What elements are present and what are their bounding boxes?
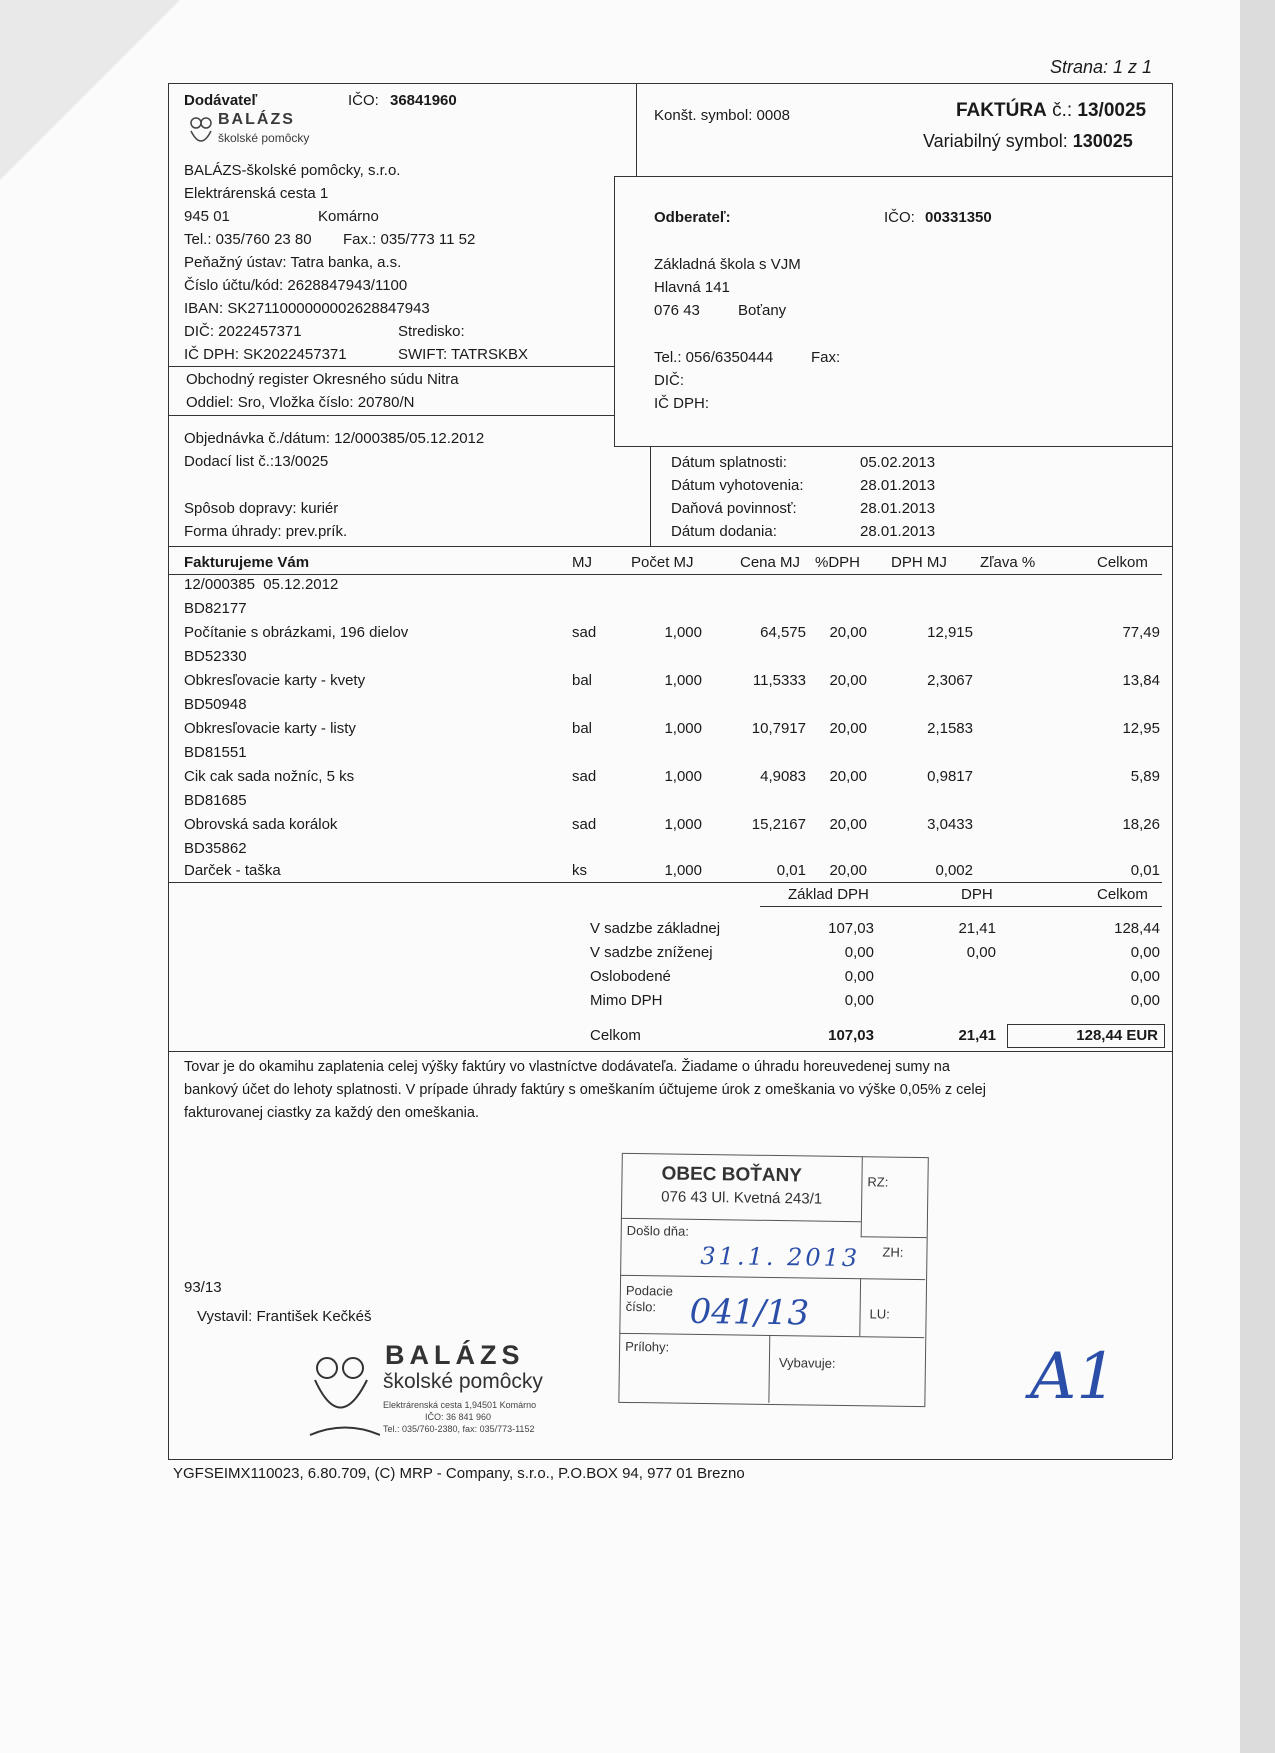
invoice-label	[956, 102, 1146, 120]
date-value: 28.01.2013	[860, 500, 936, 517]
item-total: 13,84	[1122, 672, 1160, 689]
summary-header-line	[760, 906, 1162, 907]
customer-phone: Tel.: 056/6350444	[654, 349, 774, 366]
customer-name: Základná škola s VJM	[654, 256, 801, 273]
date-label: Daňová povinnosť:	[671, 500, 797, 517]
supplier-ico: 36841960	[390, 92, 457, 109]
stamp-rz-cell	[861, 1156, 928, 1238]
frame-right	[1172, 83, 1173, 1459]
date-label: Dátum vyhotovenia:	[671, 477, 804, 494]
item-name: Cik cak sada nožníc, 5 ks	[184, 768, 355, 785]
item-qty: 1,000	[664, 768, 702, 785]
frame-left	[168, 83, 169, 1459]
summary-total: 0,00	[1130, 992, 1160, 1009]
item-name: Obkresľovacie karty - listy	[184, 720, 356, 737]
header-divider	[636, 83, 637, 176]
stamp-title: OBEC BOŤANY	[661, 1163, 803, 1187]
item-code: BD82177	[184, 600, 247, 617]
customer-ic-dph: IČ DPH:	[654, 395, 710, 412]
item-total: 0,01	[1130, 862, 1160, 879]
date-value: 28.01.2013	[860, 523, 936, 540]
payment-form: Forma úhrady: prev.prík.	[184, 523, 348, 540]
supplier-fax: Fax.: 035/773 11 52	[343, 231, 476, 248]
customer-dic: DIČ:	[654, 372, 684, 389]
supplier-register-2: Oddiel: Sro, Vložka číslo: 20780/N	[186, 394, 415, 411]
item-name: Počítanie s obrázkami, 196 dielov	[184, 624, 409, 641]
item-vat-mj: 0,9817	[927, 768, 973, 785]
grand-total-label: Celkom	[590, 1027, 641, 1044]
item-mj: sad	[572, 768, 597, 785]
col-discount: Zľava %	[980, 554, 1036, 571]
summary-label: V sadzbe základnej	[590, 920, 721, 937]
col-vat: %DPH	[815, 554, 861, 571]
summary-label: Oslobodené	[590, 968, 671, 985]
item-price: 11,5333	[752, 672, 806, 689]
folded-corner	[0, 0, 180, 180]
var-symbol: 130025	[1072, 131, 1133, 151]
grand-total-amount: 128,44 EUR	[1076, 1027, 1158, 1044]
stamp-received-label: Došlo dňa:	[626, 1222, 690, 1239]
col-qty: Počet MJ	[631, 554, 694, 571]
summary-header-base: Základ DPH	[788, 886, 869, 903]
frame-bottom	[168, 1459, 1172, 1460]
register-top-line	[168, 366, 614, 367]
order-reference: 12/000385 05.12.2012	[184, 576, 339, 593]
item-mj: bal	[572, 720, 593, 737]
col-total: Celkom	[1097, 554, 1148, 571]
stamp-logo-name: BALÁZS	[385, 1340, 525, 1370]
supplier-swift: SWIFT: TATRSKBX	[398, 346, 529, 363]
company-stamp-logo	[305, 1340, 575, 1440]
item-name: Obrovská sada korálok	[184, 816, 338, 833]
supplier-logo	[186, 107, 316, 155]
invoice-c: č.:	[1052, 100, 1073, 121]
stamp-prilohy: Prílohy:	[625, 1338, 670, 1355]
item-vat-mj: 12,915	[927, 624, 973, 641]
summary-header-vat: DPH	[961, 886, 993, 903]
item-vat: 20,00	[829, 672, 867, 689]
summary-total: 0,00	[1130, 968, 1160, 985]
item-qty: 1,000	[664, 672, 702, 689]
customer-box-top	[614, 176, 1172, 177]
item-qty: 1,000	[664, 862, 702, 879]
dates-divider	[650, 446, 651, 546]
item-name: Darček - taška	[184, 862, 281, 879]
summary-total: 0,00	[1130, 944, 1160, 961]
col-vat-mj: DPH MJ	[891, 554, 947, 571]
supplier-zip: 945 01	[184, 208, 230, 225]
item-qty: 1,000	[664, 624, 702, 641]
item-vat: 20,00	[829, 720, 867, 737]
item-name: Obkresľovacie karty - kvety	[184, 672, 366, 689]
stamp-logo-line: IČO: 36 841 960	[425, 1412, 492, 1422]
handwritten-mark: A1	[1030, 1340, 1117, 1414]
item-total: 12,95	[1122, 720, 1160, 737]
supplier-stredisko: Stredisko:	[398, 323, 465, 340]
customer-ico: 00331350	[925, 209, 992, 226]
stamp-zh: ZH:	[882, 1244, 904, 1260]
frame-top	[168, 83, 1172, 84]
customer-street: Hlavná 141	[654, 279, 730, 296]
supplier-ic-dph: IČ DPH: SK2022457371	[184, 346, 347, 363]
item-total: 5,89	[1130, 768, 1160, 785]
terms-line: bankový účet do lehoty splatnosti. V prípade úhrady faktúry s omeškaním účtujeme úrok z omeškania vo výške 0,05% z celej	[184, 1082, 986, 1098]
document-number: 93/13	[184, 1279, 222, 1296]
stamp-address: 076 43 Ul. Kvetná 243/1	[661, 1188, 823, 1208]
summary-base: 0,00	[844, 992, 874, 1009]
table-header-top	[168, 546, 1172, 547]
const-symbol: Konšt. symbol: 0008	[654, 107, 790, 124]
col-mj: MJ	[572, 554, 592, 571]
owl-logo-icon	[305, 1340, 380, 1440]
issued-by: Vystavil: František Kečkéš	[197, 1308, 372, 1325]
terms-line: Tovar je do okamihu zaplatenia celej výšky faktúry vo vlastníctve dodávateľa. Žiadame o úhradu horeuvedenej sumy na	[184, 1059, 950, 1075]
item-mj: sad	[572, 816, 597, 833]
customer-fax: Fax:	[811, 349, 841, 366]
item-price: 0,01	[776, 862, 806, 879]
stamp-rz: RZ:	[867, 1174, 889, 1190]
supplier-logo-sub: školské pomôcky	[218, 131, 310, 145]
stamp-cislo-value: 041/13	[689, 1291, 810, 1334]
grand-total-box	[1007, 1024, 1165, 1048]
item-mj: sad	[572, 624, 597, 641]
col-price: Cena MJ	[740, 554, 801, 571]
item-vat: 20,00	[829, 816, 867, 833]
item-vat-mj: 2,3067	[927, 672, 973, 689]
stamp-received-value: 31.1. 2013	[700, 1241, 861, 1273]
customer-ico-label: IČO:	[884, 209, 915, 226]
terms-line: fakturovanej ciastky za každý den omeškania.	[184, 1105, 479, 1121]
item-vat-mj: 3,0433	[927, 816, 973, 833]
stamp-vybavuje: Vybavuje:	[778, 1355, 836, 1371]
summary-base: 0,00	[844, 944, 874, 961]
item-qty: 1,000	[664, 816, 702, 833]
stamp-logo-line: Elektrárenská cesta 1,94501 Komárno	[383, 1400, 537, 1410]
customer-label: Odberateľ:	[654, 209, 731, 226]
item-code: BD81685	[184, 792, 247, 809]
summary-header-total: Celkom	[1097, 886, 1148, 903]
supplier-phone: Tel.: 035/760 23 80	[184, 231, 312, 248]
supplier-dic: DIČ: 2022457371	[184, 323, 302, 340]
page-number: Strana: 1 z 1	[1050, 57, 1153, 77]
customer-box-bottom	[614, 446, 1172, 447]
received-stamp	[618, 1153, 932, 1417]
supplier-bank: Peňažný ústav: Tatra banka, a.s.	[184, 254, 402, 271]
item-price: 4,9083	[760, 768, 806, 785]
table-header-bottom	[168, 574, 1162, 575]
items-bottom-line	[168, 882, 1162, 883]
item-code: BD81551	[184, 744, 247, 761]
item-vat-mj: 0,002	[935, 862, 973, 879]
item-code: BD35862	[184, 840, 247, 857]
supplier-name: BALÁZS-školské pomôcky, s.r.o.	[184, 162, 401, 179]
item-total: 77,49	[1122, 624, 1160, 641]
date-label: Dátum splatnosti:	[671, 454, 787, 471]
item-mj: bal	[572, 672, 593, 689]
grand-total-base: 107,03	[828, 1027, 874, 1044]
summary-vat: 0,00	[966, 944, 996, 961]
supplier-logo-name: BALÁZS	[218, 111, 295, 128]
summary-base: 0,00	[844, 968, 874, 985]
stamp-cislo: číslo:	[625, 1298, 657, 1315]
supplier-city: Komárno	[318, 208, 379, 225]
item-vat: 20,00	[829, 624, 867, 641]
stamp-logo-sub: školské pomôcky	[383, 1370, 543, 1393]
supplier-register-1: Obchodný register Okresného súdu Nitra	[186, 371, 459, 388]
invoice-title: FAKTÚRA	[956, 100, 1047, 121]
date-value: 28.01.2013	[860, 477, 936, 494]
col-description: Fakturujeme Vám	[184, 554, 310, 571]
item-price: 15,2167	[751, 816, 806, 833]
date-value: 05.02.2013	[860, 454, 936, 471]
supplier-account: Číslo účtu/kód: 2628847943/1100	[184, 277, 408, 294]
software-footer: YGFSEIMX110023, 6.80.709, (C) MRP - Company, s.r.o., P.O.BOX 94, 977 01 Brezno	[173, 1465, 745, 1482]
invoice-number: 13/0025	[1077, 100, 1147, 121]
supplier-iban: IBAN: SK2711000000002628847943	[184, 300, 430, 317]
stamp-podacie: Podacie	[625, 1282, 673, 1299]
customer-city: Boťany	[738, 302, 787, 319]
customer-box-left	[614, 176, 615, 446]
transport: Spôsob dopravy: kuriér	[184, 500, 339, 517]
item-vat-mj: 2,1583	[927, 720, 973, 737]
item-total: 18,26	[1122, 816, 1160, 833]
summary-label: V sadzbe zníženej	[590, 944, 713, 961]
supplier-ico-label: IČO:	[348, 92, 379, 109]
owl-logo-icon	[186, 111, 216, 151]
item-price: 10,7917	[751, 720, 806, 737]
summary-base: 107,03	[828, 920, 874, 937]
delivery-note: Dodací list č.:13/0025	[184, 453, 329, 470]
var-symbol-label: Variabilný symbol:	[923, 131, 1068, 151]
date-label: Dátum dodania:	[671, 523, 777, 540]
summary-vat: 21,41	[958, 920, 996, 937]
item-mj: ks	[572, 862, 587, 879]
customer-zip: 076 43	[654, 302, 700, 319]
item-code: BD50948	[184, 696, 247, 713]
supplier-label: Dodávateľ	[184, 92, 258, 109]
item-qty: 1,000	[664, 720, 702, 737]
page-edge	[1240, 0, 1275, 1753]
item-price: 64,575	[760, 624, 806, 641]
supplier-street: Elektrárenská cesta 1	[184, 185, 329, 202]
stamp-lu: LU:	[869, 1306, 890, 1322]
summary-total: 128,44	[1114, 920, 1160, 937]
summary-label: Mimo DPH	[590, 992, 663, 1009]
stamp-logo-line: Tel.: 035/760-2380, fax: 035/773-1152	[383, 1424, 535, 1434]
item-vat: 20,00	[829, 768, 867, 785]
order-ref: Objednávka č./dátum: 12/000385/05.12.2012	[184, 430, 485, 447]
item-vat: 20,00	[829, 862, 867, 879]
register-bottom-line	[168, 415, 614, 416]
var-symbol-line	[923, 132, 1133, 150]
item-code: BD52330	[184, 648, 247, 665]
summary-bottom-line	[168, 1051, 1172, 1052]
grand-total-vat: 21,41	[958, 1027, 996, 1044]
